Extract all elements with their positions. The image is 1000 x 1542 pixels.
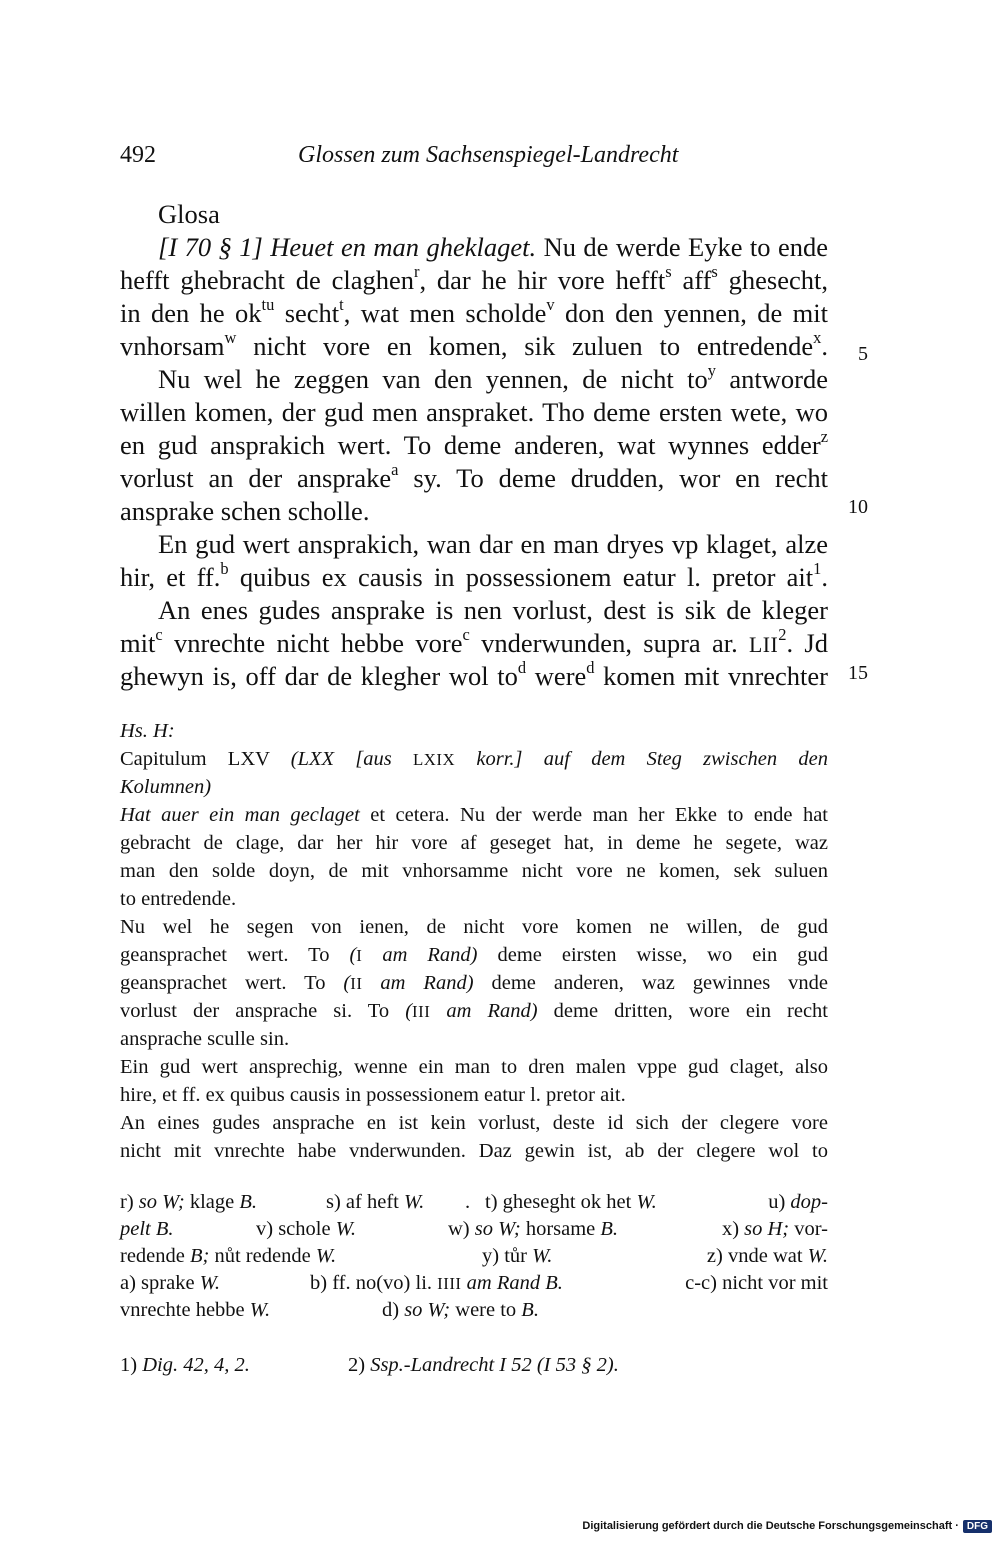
variant-line: geansprachet wert. To (II am Rand) deme anderen, waz gewinnes vnde [120,972,829,994]
variant-line: ansprache sculle sin. [120,1028,290,1050]
footnote-2: 2) Ssp.-Landrecht I 52 (I 53 § 2). [348,1354,619,1376]
variant-line: Nu wel he segen von ienen, de nicht vore komen ne willen, de gud [120,916,828,938]
running-title: Glossen zum Sachsenspiegel-Landrecht [298,142,679,168]
funding-footer [582,1517,992,1535]
variant-line: nicht mit vnrechte habe vnderwunden. Daz gewin ist, ab der clegere wol to [120,1140,828,1162]
text-line: in den he $ok^{tu}$ secht$^t$, wat men scholde$^v$ don den yennen, de mit [120,294,829,328]
variant-line: Kolumnen) [120,776,212,798]
apparatus-line: pelt B. v) schole W. w) so W; horsame B. x) so H; vor- [120,1218,828,1240]
variant-line: man den solde doyn, de mit vnhorsamme nicht vore ne komen, sek suluen [120,860,828,882]
variant-line: hire, et ff. ex quibus causis in possessionem eatur l. pretor ait. [120,1084,626,1106]
text-line: An enes gudes ansprake is nen vorlust, dest is sik de kleger [158,595,828,625]
text-line: ghewyn is, off dar de klegher wol $to^d$ were$^d$ komen mit vnrechter [120,657,829,691]
line-number-15: 15 [848,662,868,684]
text-line: Nu wel he zeggen van den yennen, de nicht $to^y$ antworde [158,360,829,394]
footnote-1: 1) Dig. 42, 4, 2. [120,1354,250,1376]
variant-line: Capitulum LXV (LXX [aus LXIX korr.] auf dem Steg zwischen den [120,748,828,770]
text-line: En gud wert ansprakich, wan dar en man dryes vp klaget, alze [158,529,828,559]
variant-line: geansprachet wert. To (I am Rand) deme eirsten wisse, wo ein gud [120,944,828,966]
apparatus-line: redende B; nůt redende W. y) tůr W. z) vnde wat W. [120,1245,828,1267]
text-line: en gud ansprakich wert. To deme anderen, wat wynnes edder$^z$ [120,426,828,460]
page-number: 492 [120,142,156,168]
apparatus-line: a) sprake W. b) ff. no(vo) li. IIII am Rand B. c-c) nicht vor mit [120,1272,828,1294]
variant-line: gebracht de clage, dar her hir vore af geseget hat, in deme he segete, waz [120,832,828,854]
apparatus-line: r) so W; klage B. s) af heft W. . t) gheseght ok het W. u) dop- [120,1191,828,1213]
line-number-10: 10 [848,496,868,518]
variant-line: Ein gud wert ansprechig, wenne ein man to dren malen vppe gud claget, also [120,1056,828,1078]
dfg-logo: DFG [963,1520,992,1533]
text-line: hir, et ff.$^b$ quibus ex causis in possessionem eatur l. pretor ait$^1$. [120,558,828,592]
variant-line: Hat auer ein man geclaget et cetera. Nu der werde man her Ekke to ende hat [120,804,828,826]
text-line: mit$^c$ vnrechte nicht hebbe vore$^c$ vnderwunden, supra ar. LII$^2$. Jd [120,624,828,658]
text-line: hefft ghebracht de claghen$^r$, dar he hir vore hefft$^s$ aff$^s$ ghesecht, [120,261,828,295]
text-line: [I 70 § 1] Heuet en man gheklaget. Nu de werde Eyke to ende [158,232,829,262]
text-line: vnhorsam$^w$ nicht vore en komen, sik zuluen to entredende$^x$. [120,327,828,361]
text-line: willen komen, der gud men anspraket. Tho deme ersten wete, wo [120,397,828,427]
apparatus-line: vnrechte hebbe W. d) so W; were to B. [120,1299,539,1321]
source-notes [120,1352,828,1379]
line-number-5: 5 [858,343,868,365]
text-line: ansprake schen scholle. [120,496,370,526]
siglum: Hs. H: [120,720,175,742]
variant-line: An eines gudes ansprache en ist kein vorlust, deste id sich der clegere vore [120,1112,828,1134]
variant-line: to entredende. [120,888,237,910]
variant-line: vorlust der ansprache si. To (III am Rand) deme dritten, wore ein recht [120,1000,828,1022]
glosa-heading: Glosa [158,199,220,229]
text-line: vorlust an der ansprake$^a$ sy. To deme drudden, wor en recht [120,459,828,493]
funding-text: Digitalisierung gefördert durch die Deutsche Forschungsgemeinschaft · [582,1520,959,1532]
